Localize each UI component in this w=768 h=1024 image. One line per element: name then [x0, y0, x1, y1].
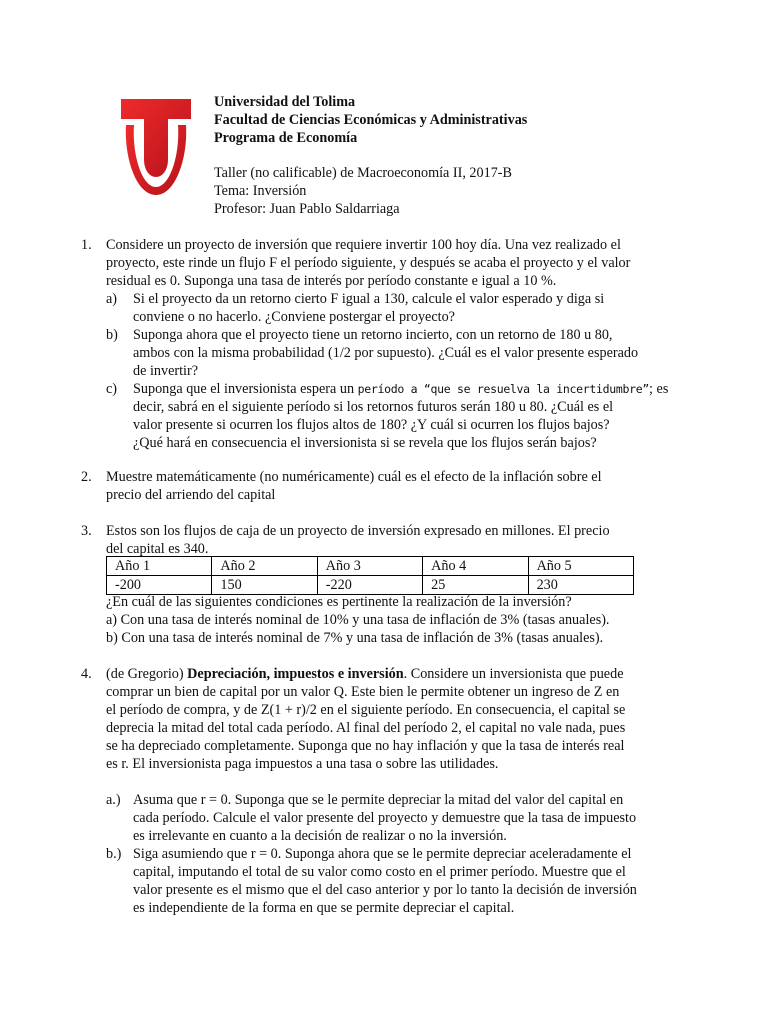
- q4-source: (de Gregorio): [106, 666, 188, 682]
- q1c-text-mono: período a “que se resuelva la incertidumbre”: [357, 382, 650, 396]
- table-header-cell: Año 1: [107, 557, 212, 576]
- table-cell: -220: [317, 576, 422, 595]
- q4-text: se ha depreciado completamente. Suponga que no hay inflación y que la tasa de interés real: [106, 738, 625, 754]
- table-header-cell: Año 2: [212, 557, 317, 576]
- q1a-label: a): [106, 291, 118, 307]
- q2-text: precio del arriendo del capital: [106, 487, 276, 503]
- q3-question: ¿En cuál de las siguientes condiciones es pertinente la realización de la inversión?: [106, 594, 572, 610]
- q4-number: 4.: [81, 666, 92, 682]
- q1a-text: conviene o no hacerlo. ¿Conviene postergar el proyecto?: [133, 309, 455, 325]
- q4-text: comprar un bien de capital por un valor Q. Este bien le permite obtener un ingreso de Z en: [106, 684, 620, 700]
- q1b-text: ambos con la misma probabilidad (1/2 por supuesto). ¿Cuál es el valor presente esperado: [133, 345, 639, 361]
- q1c-label: c): [106, 381, 118, 397]
- q4a-label: a.): [106, 792, 121, 808]
- q4a-text: es irrelevante en cuanto a la decisión de realizar o no la inversión.: [133, 828, 507, 844]
- q1c-text-end: ; es: [649, 381, 669, 397]
- table-cell: 25: [423, 576, 528, 595]
- q4b-text: es independiente de la forma en que se permite depreciar el capital.: [133, 900, 515, 916]
- table-cell: 150: [212, 576, 317, 595]
- q1a-text: Si el proyecto da un retorno cierto F igual a 130, calcule el valor esperado y diga si: [133, 291, 605, 307]
- q1b-text: Suponga ahora que el proyecto tiene un retorno incierto, con un retorno de 180 u 80,: [133, 327, 613, 343]
- q4-text: es r. El inversionista paga impuestos a una tasa o sobre las utilidades.: [106, 756, 499, 772]
- q4a-text: Asuma que r = 0. Suponga que se le permite depreciar la mitad del valor del capital en: [133, 792, 624, 808]
- q3-text: Estos son los flujos de caja de un proyecto de inversión expresado en millones. El precio: [106, 523, 610, 539]
- q2-text: Muestre matemáticamente (no numéricamente) cuál es el efecto de la inflación sobre el: [106, 469, 602, 485]
- q4-title: Depreciación, impuestos e inversión: [187, 666, 404, 682]
- cash-flow-table: [106, 556, 634, 595]
- q1-number: 1.: [81, 237, 92, 253]
- q2-number: 2.: [81, 469, 92, 485]
- q1c-text-start: Suponga que el inversionista espera un: [133, 381, 358, 397]
- table-cell: -200: [107, 576, 212, 595]
- table-header-cell: Año 4: [423, 557, 528, 576]
- table-header-cell: Año 3: [317, 557, 422, 576]
- table-cell: 230: [528, 576, 633, 595]
- q4b-label: b.): [106, 846, 122, 862]
- q3-option-b: b) Con una tasa de interés nominal de 7% y una tasa de inflación de 3% (tasas anuales).: [106, 630, 604, 646]
- q3-option-a: a) Con una tasa de interés nominal de 10% y una tasa de inflación de 3% (tasas anuales).: [106, 612, 610, 628]
- q3-text: del capital es 340.: [106, 541, 209, 557]
- q4-text: el período de compra, y de Z(1 + r)/2 en el siguiente período. En consecuencia, el capital se: [106, 702, 626, 718]
- university-logo: [118, 97, 194, 197]
- table-header-row: [107, 557, 634, 576]
- q1b-text: de invertir?: [133, 363, 198, 379]
- table-header-cell: Año 5: [528, 557, 633, 576]
- q4b-text: capital, imputando el total de su valor como costo en el primer período. Muestre que el: [133, 864, 626, 880]
- faculty-name: Facultad de Ciencias Económicas y Administrativas: [214, 112, 528, 128]
- q1-text: proyecto, este rinde un flujo F el período siguiente, y después se acaba el proyecto y el valor: [106, 255, 631, 271]
- q1c-text: ¿Qué hará en consecuencia el inversionista si se revela que los flujos serán bajos?: [133, 435, 597, 451]
- q1c-text: decir, sabrá en el siguiente período si los retornos futuros serán 180 u 80. ¿Cuál es el: [133, 399, 614, 415]
- q4-text: deprecia la mitad del total cada período. Al final del período 2, el capital no vale nada, pues: [106, 720, 626, 736]
- q3-number: 3.: [81, 523, 92, 539]
- q1c-text: [133, 380, 668, 398]
- q4a-text: cada período. Calcule el valor presente del proyecto y demuestre que la tasa de impuesto: [133, 810, 637, 826]
- q4-text-start: . Considere un inversionista que puede: [403, 666, 624, 682]
- q4b-text: valor presente es el mismo que el del caso anterior y por lo tanto la decisión de inversión: [133, 882, 637, 898]
- q1b-label: b): [106, 327, 118, 343]
- topic: Tema: Inversión: [214, 183, 307, 199]
- q4b-text: Siga asumiendo que r = 0. Suponga ahora que se le permite depreciar aceleradamente el: [133, 846, 632, 862]
- professor: Profesor: Juan Pablo Saldarriaga: [214, 201, 400, 217]
- university-name: Universidad del Tolima: [214, 94, 356, 110]
- program-name: Programa de Economía: [214, 130, 358, 146]
- workshop-title: Taller (no calificable) de Macroeconomía II, 2017-B: [214, 165, 512, 181]
- q1c-text: valor presente si ocurren los flujos altos de 180? ¿Y cuál si ocurren los flujos bajos?: [133, 417, 610, 433]
- q1-text: residual es 0. Suponga una tasa de interés por período constante e igual a 10 %.: [106, 273, 557, 289]
- q4-text: [106, 665, 624, 683]
- q1-text: Considere un proyecto de inversión que requiere invertir 100 hoy día. Una vez realizado el: [106, 237, 621, 253]
- table-row: [107, 576, 634, 595]
